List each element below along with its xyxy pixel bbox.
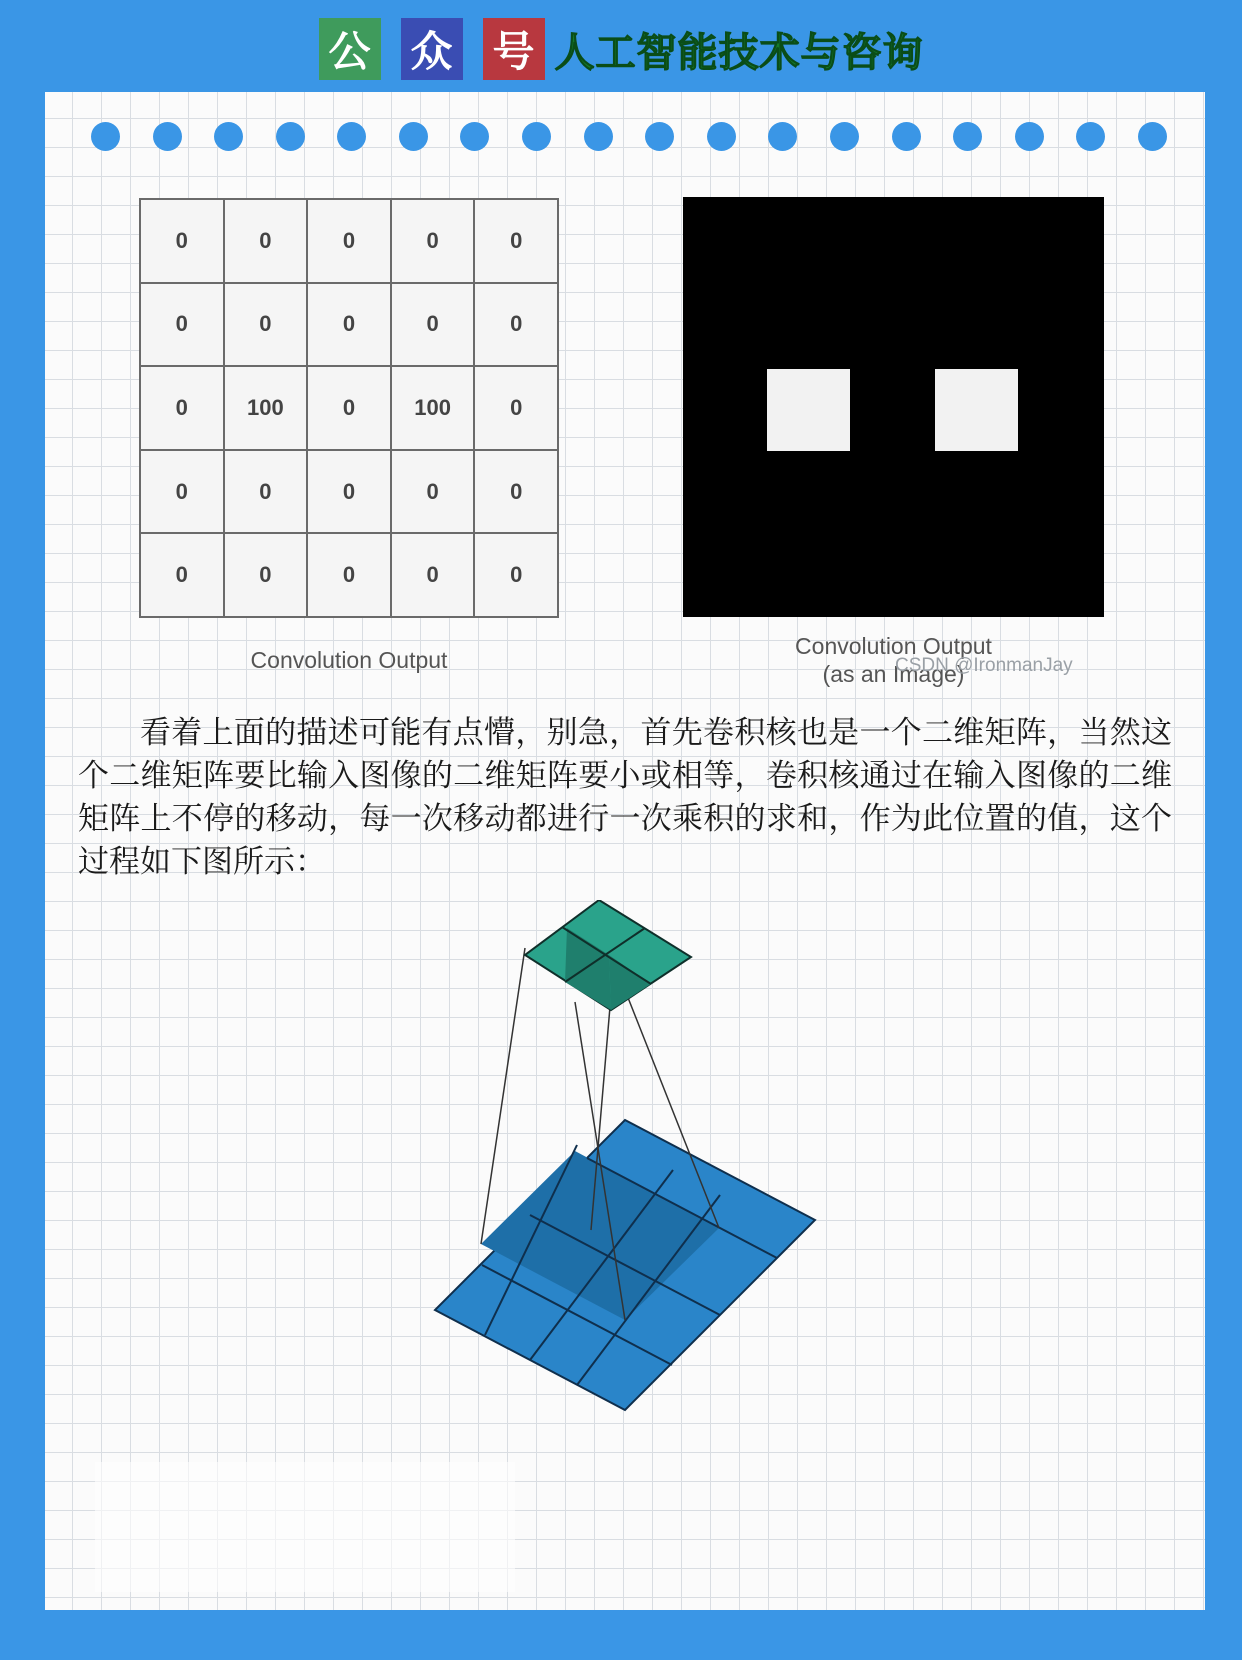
binder-dot: [91, 122, 120, 151]
matrix-cell: 0: [224, 533, 308, 617]
binder-dots: [91, 122, 1167, 152]
matrix-cell: 0: [391, 533, 475, 617]
faded-area: [95, 1462, 515, 1592]
matrix-cell: 0: [307, 199, 391, 283]
matrix-cell: 0: [307, 450, 391, 534]
explanation-paragraph: 看着上面的描述可能有点懵，别急，首先卷积核也是一个二维矩阵，当然这个二维矩阵要比输入图像的二维矩阵要小或相等，卷积核通过在输入图像的二维矩阵上不停的移动，每一次移动都进行一次乘积的求和，作为此位置的值，这个过程如下图所示：: [78, 715, 1172, 880]
binder-dot: [337, 122, 366, 151]
white-square-right: [935, 369, 1018, 451]
matrix-cell: 0: [140, 533, 224, 617]
input-grid: [435, 1120, 815, 1410]
output-image: [683, 197, 1104, 617]
binder-dot: [214, 122, 243, 151]
matrix-cell: 0: [140, 283, 224, 367]
convolution-diagram: [355, 900, 895, 1420]
matrix-cell: 0: [140, 199, 224, 283]
output-kernel: [525, 900, 691, 1010]
matrix-cell: 0: [474, 283, 558, 367]
binder-dot: [1076, 122, 1105, 151]
binder-dot: [276, 122, 305, 151]
matrix-cell: 100: [391, 366, 475, 450]
matrix-cell: 0: [307, 366, 391, 450]
matrix-cell: 0: [224, 283, 308, 367]
csdn-watermark: CSDN @IronmanJay: [895, 655, 1073, 676]
matrix-cell: 0: [474, 199, 558, 283]
binder-dot: [399, 122, 428, 151]
matrix-cell: 0: [474, 533, 558, 617]
binder-dot: [707, 122, 736, 151]
binder-dot: [645, 122, 674, 151]
matrix-cell: 0: [474, 366, 558, 450]
matrix-cell: 0: [307, 533, 391, 617]
header-tile-zhong: 众: [401, 18, 463, 80]
brand-title: 人工智能技术与咨询: [554, 29, 924, 76]
output-matrix: [139, 198, 559, 618]
matrix-cell: 0: [391, 199, 475, 283]
binder-dot: [768, 122, 797, 151]
matrix-cell: 100: [224, 366, 308, 450]
binder-dot: [1015, 122, 1044, 151]
binder-dot: [460, 122, 489, 151]
matrix-cell: 0: [140, 450, 224, 534]
binder-dot: [522, 122, 551, 151]
image-caption-line1: Convolution Output: [795, 633, 992, 659]
binder-dot: [953, 122, 982, 151]
matrix-cell: 0: [140, 366, 224, 450]
matrix-cell: 0: [307, 283, 391, 367]
header-tile-hao: 号: [483, 18, 545, 80]
binder-dot: [1138, 122, 1167, 151]
matrix-cell: 0: [391, 283, 475, 367]
header-tile-gong: 公: [319, 18, 381, 80]
binder-dot: [892, 122, 921, 151]
matrix-cell: 0: [224, 199, 308, 283]
matrix-caption: Convolution Output: [250, 647, 448, 673]
header: [0, 16, 1242, 82]
binder-dot: [584, 122, 613, 151]
matrix-cell: 0: [474, 450, 558, 534]
matrix-cell: 0: [224, 450, 308, 534]
white-square-left: [767, 369, 850, 451]
content-card: [45, 92, 1205, 1610]
binder-dot: [153, 122, 182, 151]
matrix-cell: 0: [391, 450, 475, 534]
image-caption-line2: (as an Image): [822, 661, 965, 687]
binder-dot: [830, 122, 859, 151]
